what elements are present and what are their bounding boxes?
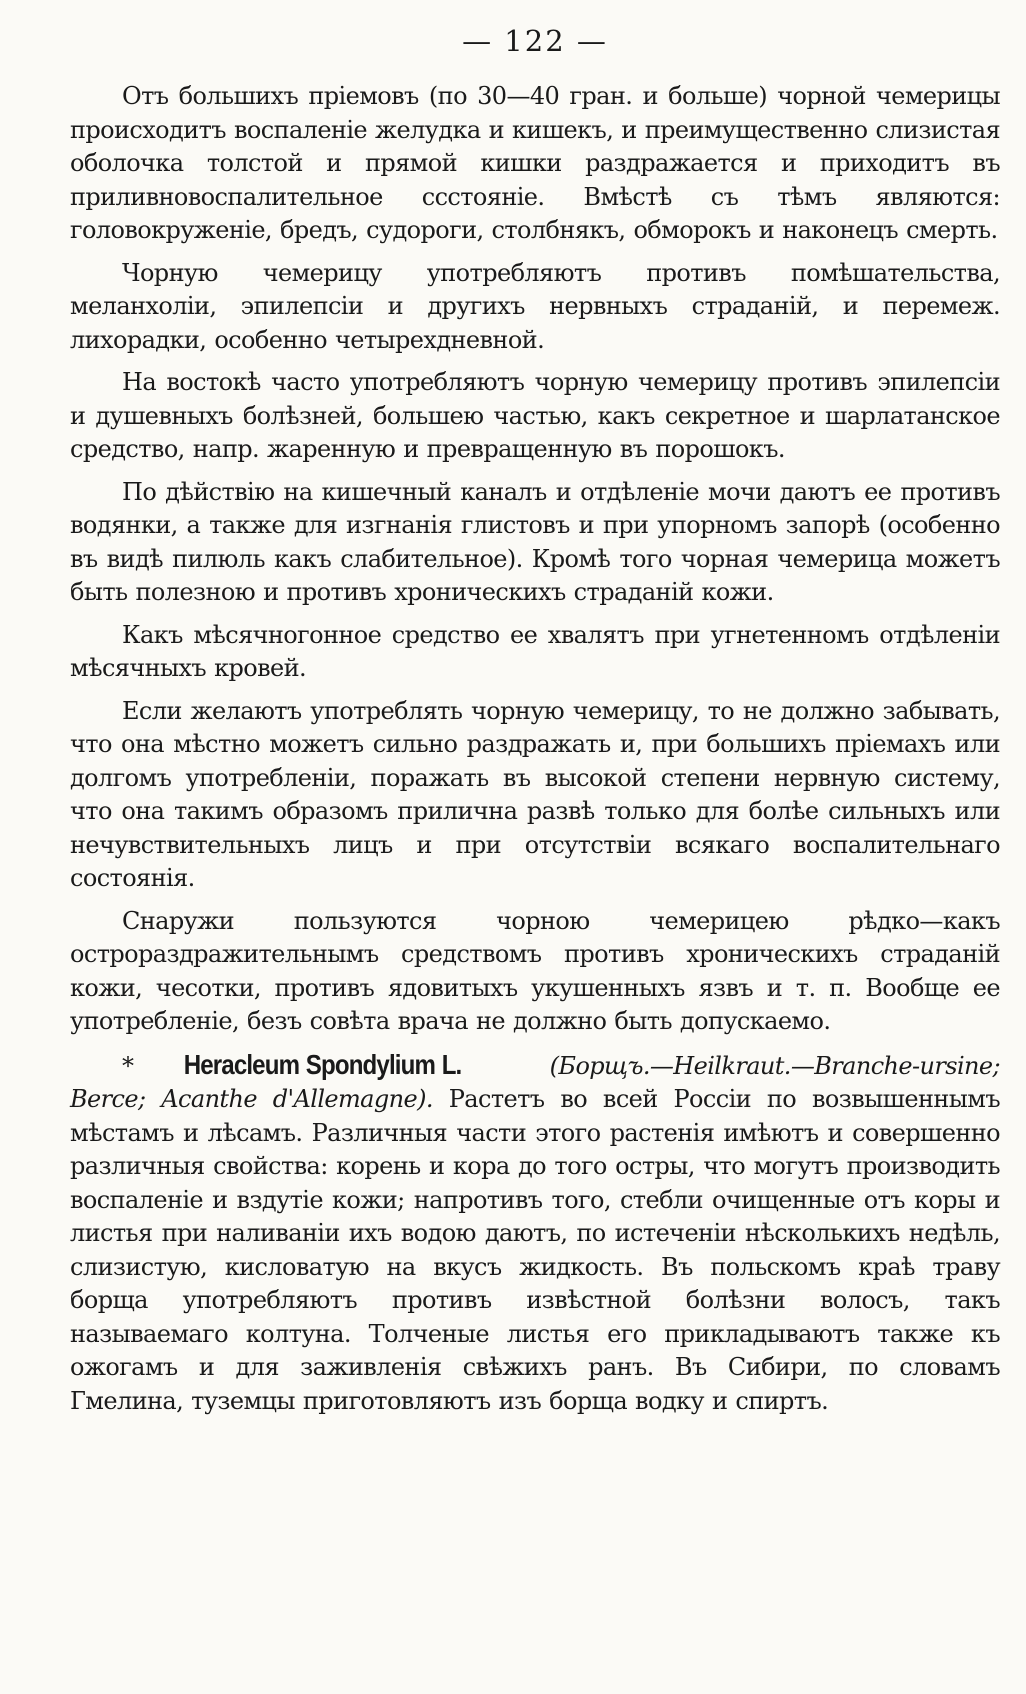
paragraph-1: Отъ большихъ пріемовъ (по 30—40 гран. и больше) чорной чемерицы происходитъ воспаленіе желудка и кишекъ, и преимущественно слизистая оболочка толстой и прямой кишки раздражается и приходитъ въ приливновоспалительное ссстояніе. Вмѣстѣ съ тѣмъ являются: головокруженіе, бредъ, судороги, столбнякъ, обморокъ и наконецъ смерть. [70,82,1000,244]
paragraph-4: По дѣйствію на кишечный каналъ и отдѣленіе мочи даютъ ее противъ водянки, а также для изгнанія глистовъ и при упорномъ запорѣ (особенно въ видѣ пилюль какъ слабительное). Кромѣ того чорная чемерица можетъ быть полезною и противъ хроническихъ страданій кожи. [70,477,1000,606]
entry-mark: * [122,1051,134,1080]
entry-text: Растетъ во всей Россіи по возвышеннымъ мѣстамъ и лѣсамъ. Различныя части этого растенія имѣютъ и совершенно различныя свойства: корень и кора до того остры, что могутъ производить воспаленіе и вздутіе кожи; напротивъ того, стебли очищенные отъ коры и листья при наливаніи ихъ водою даютъ, по истеченіи нѣсколькихъ недѣль, слизистую, кисловатую на вкусъ жидкость. Въ польскомъ краѣ траву борща употребляютъ противъ извѣстной болѣзни волосъ, такъ называемаго колтуна. Толченые листья его прикладываютъ также къ ожогамъ и для заживленія свѣжихъ ранъ. Въ Сибири, по словамъ Гмелина, туземцы приготовляютъ изъ борща водку и спиртъ. [70,1085,1000,1415]
page-number: — 122 — [462,24,608,58]
entry-heracleum [70,1048,1000,1419]
paragraph-6: Если желаютъ употреблять чорную чемерицу, то не должно забывать, что она мѣстно можетъ сильно раздражать и, при большихъ пріемахъ или долгомъ употребленіи, поражать въ высокой степени нервную систему, что она такимъ образомъ прилична развѣ только для болѣе сильныхъ или нечувствительныхъ лицъ и при отсутствіи всякаго воспалительнаго состоянія. [70,696,1000,892]
paragraph-3: На востокѣ часто употребляютъ чорную чемерицу противъ эпилепсіи и душевныхъ болѣзней, большею частью, какъ секретное и шарлатанское средство, напр. жаренную и превращенную въ порошокъ. [70,368,1000,463]
entry-title: Heracleum Spondylium L. [184,1048,462,1080]
entry-common-names: (Борщъ.—Heilkraut.—Branche-ursine; Berce; Acanthe d'Allemagne). [70,1051,1000,1113]
paragraph-5: Какъ мѣсячногонное средство ее хвалятъ при угнетенномъ отдѣленіи мѣсячныхъ кровей. [70,620,1000,682]
paragraph-2: Чорную чемерицу употребляютъ противъ помѣшательства, меланхоліи, эпилепсіи и другихъ нервныхъ страданій, и перемеж. лихорадки, особенно четырехдневной. [70,258,1000,354]
paragraph-7: Снаружи пользуются чорною чемерицею рѣдко—какъ остpораздражительнымъ средствомъ противъ хроническихъ страданій кожи, чесотки, противъ ядовитыхъ укушенныхъ язвъ и т. п. Вообще ее употребленіе, безъ совѣта врача не должно быть допускаемо. [70,906,1000,1035]
book-page [70,24,1000,1427]
